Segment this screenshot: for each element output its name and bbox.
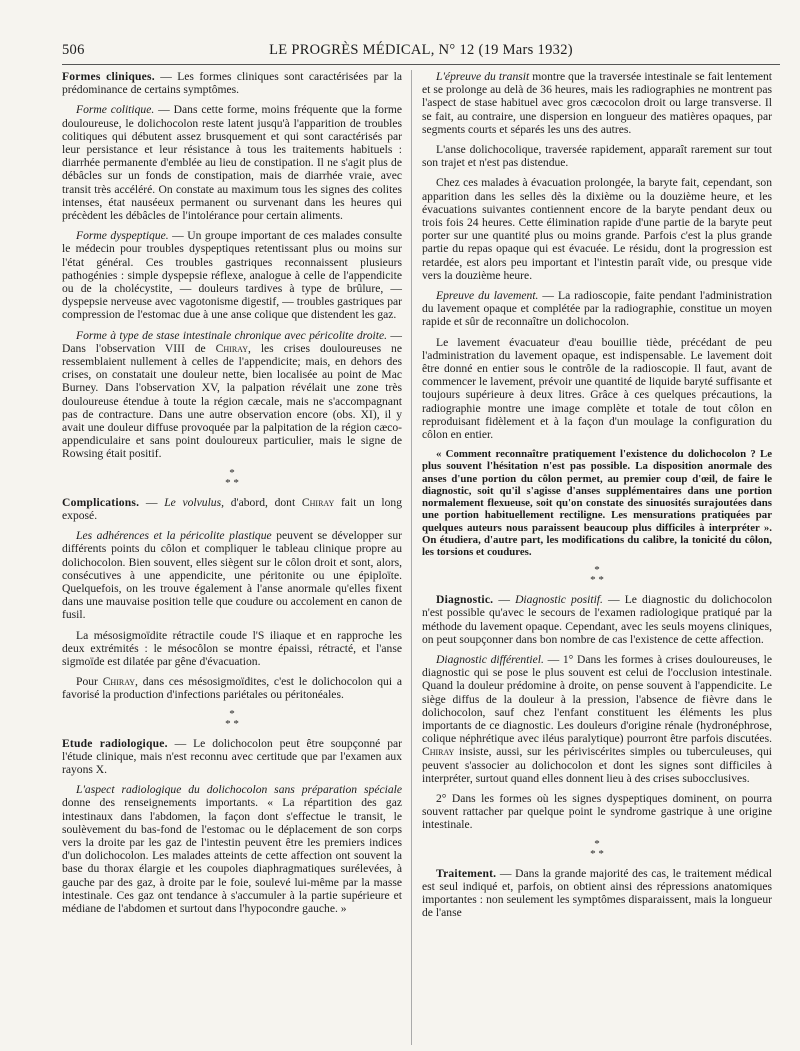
text-diag-1: — xyxy=(493,593,516,607)
text-transit: montre que la traversée intestinale se fait lentement et se prolonge au delà de 36 heures, mais les radiographies ne montrent pas l'aspect de stase habituel avec gros cæcocolon droit ou large transverse. Il se fait, au contraire, une dispersion en longueur des matières opaques, par segments courts et séparés les uns des autres. xyxy=(422,70,773,136)
text-complications-3: fait un long exposé. xyxy=(62,495,402,522)
text-colitique: — Dans cette forme, moins fréquente que la forme douloureuse, le dolichocolon reste latent jusqu'à l'apparition de troubles colitiques qui débutent assez brusquement et qui sont caractérisés par leur persistance et leur résistance à tous les traitements habituels : diarrhée permanente d'emblée au lieu de constipation. Il ne s'agit plus de débâcles sur un fonds de constipation, mais de diarrhée vraie, avec transit très accéléré. On constate au maximum tous les signes des colites intenses, état nauséeux permanent ou survenant dans les heures qui précèdent les débâcles de l'intolérance pour certain aliments. xyxy=(62,103,402,223)
paragraph-colitique xyxy=(62,103,402,222)
text-adherences-it: Les adhérences et la péricolite plastique xyxy=(76,529,272,543)
paragraph-chez: Chez ces malades à évacuation prolongée, la baryte fait, cependant, son apparition dans les selles dès la dixième ou la douzième heure, et les évacuations suivantes contiennent encore de la baryte pendant deux ou trois fois 24 heures. Cette élimination rapide d'une partie de la baryte peut porter sur une quantité plus ou moins grande. Parfois c'est la plus grande partie du repas opaque qui est évacuée. Le résidu, dont la progression est retardée, est alors peu important et l'intestin paraît vide, ou presque vide vers la douzième heure. xyxy=(422,176,772,282)
text-complications-1: — xyxy=(139,495,165,509)
heading-stase: Forme à type de stase intestinale chronique avec péricolite droite. xyxy=(76,328,388,342)
text-transit-it: L'épreuve du transit xyxy=(436,70,530,83)
text-pour-2: , dans ces mésosigmoïdites, c'est le dolichocolon qui a favorisé la production d'infections pariétales ou péritonéales. xyxy=(62,675,402,702)
text-adherences: peuvent se développer sur différents points du côlon et compliquer le tableau clinique propre au dolichocolon. Bien souvent, elles siègent sur le côlon droit et sont, alors, consécutives à une appendicite, une péritonite ou une épiploïte. Quelquefois, on les trouve également à l'anse anormale qu'elles fixent dans une mauvaise position telle que coudure ou accolement en canon de fusil. xyxy=(62,529,402,622)
paragraph-traitement xyxy=(422,867,772,920)
heading-dyspeptique: Forme dyspeptique. xyxy=(76,229,169,243)
paragraph-pour xyxy=(62,675,402,701)
paragraph-anse: L'anse dolichocolique, traversée rapidement, apparaît rarement sur tout son trajet et n'est pas distendue. xyxy=(422,143,772,170)
text-formes: — Les formes cliniques sont caractérisées par la prédominance de certains symptômes. xyxy=(62,70,402,97)
asterism: * * * xyxy=(590,564,604,587)
author-chiray: Chiray xyxy=(215,341,248,355)
text-etude: — Le dolichocolon peut être soupçonné par l'étude clinique, mais n'est reconnu avec certitude que par l'examen aux rayons X. xyxy=(62,736,403,776)
asterism: * * * xyxy=(225,466,239,489)
paragraph-adherences xyxy=(62,529,402,621)
paragraph-meso: La mésosigmoïdite rétractile coude l'S iliaque et en rapproche les deux extrémités : le mésocôlon se montre épaissi, rétracté, et l'anse sigmoïde est dilatée par gêne d'évacuation. xyxy=(62,628,402,668)
text-dyspeptique: — Un groupe important de ces malades consulte le médecin pour troubles dyspeptiques retentissant plus ou moins sur l'état général. Ces troubles gastriques reconnaissent plusieurs pathogénies : simple dyspepsie réflexe, analogue à celle de l'appendicite ou de la cholécystite, — douleurs tardives à type de brûlure, — dyspepsie nerveuse avec vagotonisme digestif, — troubles gastriques par compression de l'estomac due à une anse colique que distendent les gaz. xyxy=(62,229,403,322)
heading-diagnostic: Diagnostic. xyxy=(436,593,494,607)
paragraph-differentiel xyxy=(422,653,772,785)
heading-formes: Formes cliniques. xyxy=(62,70,155,83)
paragraph-aspect xyxy=(62,783,402,915)
paragraph-diagnostic xyxy=(422,593,772,646)
right-column xyxy=(422,70,772,926)
text-aspect-it: L'aspect radiologique du dolichocolon sans préparation spéciale xyxy=(76,783,402,797)
page-number: 506 xyxy=(62,42,85,58)
asterism: * * * xyxy=(590,837,604,860)
text-traitement: — Dans la grande majorité des cas, le traitement médical est seul indiqué et, parfois, on obtient ainsi des répressions anatomiques importantes : non seulement les symptômes disparaissent, mais la longueur de l'anse xyxy=(422,866,772,920)
author-chiray: Chiray xyxy=(102,675,136,689)
page-header xyxy=(62,42,780,62)
text-lavement-it: Epreuve du lavement. xyxy=(436,289,539,303)
paragraph-lavement-2: Le lavement évacuateur d'eau bouillie tiède, précédant de peu l'administration du lavement opaque, est indispensable. Le lavement doit être donné en entier sous le contrôle de la radioscopie. Il faut, avant de commencer le lavement, prévoir une quantité de liquide baryté suffisante et toujours supérieure à deux litres. Grâce à ces quelques précautions, la radiographie montre une image complète et totale de tout côlon en reproduisant fidèlement et à la façon d'un moulage la configuration du côlon en entier. xyxy=(422,335,772,442)
asterism: * * * xyxy=(225,707,239,730)
author-chiray: Chiray xyxy=(301,495,335,509)
heading-colitique: Forme colitique. xyxy=(76,103,155,117)
heading-traitement: Traitement. xyxy=(436,866,497,880)
text-diff-1: — 1° Dans les formes à crises douloureuses, le diagnostic qui se pose le plus souvent est celui de l'occlusion intestinale. Quand la douleur prédomine à droite, on pense souvent à l'appendicite. Le siège diffus de la douleur à la pression, l'absence de fièvre dans le dolichocolon, sauf chez l'enfant constituent les éléments les plus importants de ce diagnostic. Les douleurs d'origine rénale (hydronéphrose, colique néphrétique avec iléus paralytique) pourront être parfois discutées. xyxy=(422,652,772,746)
left-column xyxy=(62,70,402,922)
heading-complications: Complications. xyxy=(62,495,140,509)
text-diff-it: Diagnostic différentiel. xyxy=(436,652,544,666)
paragraph-lavement xyxy=(422,289,772,329)
header-rule xyxy=(62,64,780,65)
text-complications-2: d'abord, dont xyxy=(224,495,302,509)
running-title: LE PROGRÈS MÉDICAL, N° 12 (19 Mars 1932) xyxy=(269,42,573,58)
text-stase-1: — Dans l'observation VIII de xyxy=(62,328,402,355)
paragraph-transit xyxy=(422,70,772,136)
paragraph-dyspeptique xyxy=(62,229,402,321)
text-aspect: donne des renseignements importants. « La répartition des gaz intestinaux dans l'abdomen, la façon dont s'effectue le transit, le soulèvement du bas-fond de l'estomac ou le déplacement de son corps vers la droite par les gaz de l'intestin peuvent être les premiers indices d'un dolichocolon. Les malades atteints de cette affection ont souvent la base du thorax élargie et les coupoles diaphragmatiques surélevées, à gauche par des gaz, à droite par le foie, soulevé lui-même par la masse intestinale. Ces gaz ont tendance à s'accumuler à la partie supérieure et médiane de l'abdomen et surtout dans l'hypocondre gauche. » xyxy=(62,796,402,915)
author-chiray: Chiray xyxy=(422,745,455,759)
text-lavement: — La radioscopie, faite pendant l'administration du lavement opaque et complétée par la radiographie, constitue un moyen rapide et sûr de reconnaître un dolichocolon. xyxy=(422,289,772,329)
paragraph-quote: « Comment reconnaître pratiquement l'existence du dolichocolon ? Le plus souvent l'hésitation n'est pas possible. La disposition anormale des anses d'une portion du côlon permet, au premier coup d'œil, de faire le diagnostic, soit qu'il s'agisse d'anses supplémentaires dans une portion normalement flexueuse, soit qu'on constate des sinuosités surajoutées dans une portion habituellement rectiligne. Les mensurations pratiquées par quelques auteurs nous paraissent beaucoup plus difficiles à interpréter ». On étudiera, d'autre part, les modifications du calibre, la tonicité du côlon, les torsions et coudures. xyxy=(422,448,772,558)
paragraph-stase xyxy=(62,329,402,461)
paragraph-etude xyxy=(62,737,402,777)
column-divider xyxy=(411,70,412,1045)
text-pour-1: Pour xyxy=(76,675,103,689)
text-volvulus: Le volvulus, xyxy=(164,495,225,509)
text-diag-2: — Le diagnostic du dolichocolon n'est possible qu'avec le secours de l'examen radiologique pratiqué par la méthode du lavement opaque. Cependant, avec les seuls moyens cliniques, on peut soupçonner dans bon nombre de cas l'existence de cette affection. xyxy=(422,593,772,646)
text-diag-it: Diagnostic positif. xyxy=(515,593,603,607)
paragraph-complications xyxy=(62,496,402,522)
text-stase-2: , les crises douloureuses ne ressemblaient nullement à celles de l'appendicite; mais, en dehors des crises, on constatait une douleur nette, bien localisée au point de Mac Burney. Dans l'observation XV, la palpation révélait une zone très douloureuse étendue à toute la région cæcale, mais ne s'accompagnant pas de contracture. Dans une autre observation encore (obs. XI), il y avait une douleur diffuse provoquée par la palpitation de la région cæco-appendiculaire et sans point douloureux particulier, mais le signe de Rowsing était positif. xyxy=(62,341,402,461)
heading-etude: Etude radiologique. xyxy=(62,736,168,750)
paragraph-diff-2: 2° Dans les formes où les signes dyspeptiques dominent, on pourra souvent rattacher par quelque point le syndrome gastrique à une origine intestinale. xyxy=(422,791,772,832)
paragraph-formes xyxy=(62,70,402,96)
text-diff-2: insiste, aussi, sur les périviscérites simples ou tuberculeuses, qui peuvent s'associer au dolichocolon et dont les signes sont difficiles à interpréter, surtout quand elles donnent lieu à des crises subocclusives. xyxy=(422,745,772,785)
